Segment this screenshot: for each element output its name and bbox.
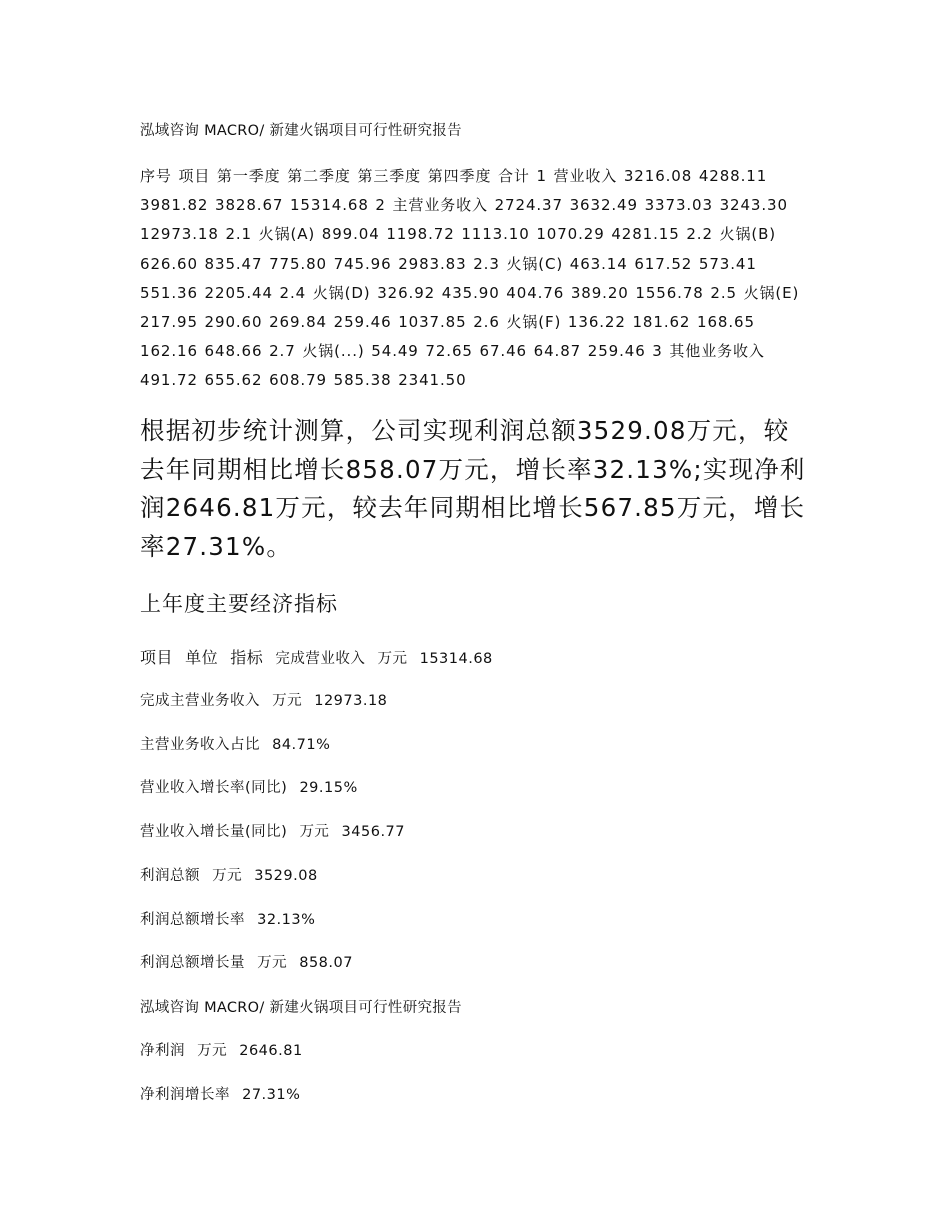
indicator-unit: 万元 [197, 1043, 228, 1059]
indicator-row [140, 689, 394, 710]
indicator-header-row [140, 645, 500, 668]
indicator-row [140, 776, 365, 797]
indicator-value: 12973.18 [314, 693, 388, 709]
indicator-row [140, 733, 337, 754]
indicator-value: 32.13% [257, 912, 316, 928]
indicator-value: 2646.81 [239, 1043, 303, 1059]
indicator-value: 15314.68 [419, 651, 493, 667]
indicator-item: 完成主营业务收入 [140, 693, 260, 709]
section-heading-key-indicators: 上年度主要经济指标 [140, 592, 338, 616]
indicator-row [140, 864, 325, 885]
indicator-unit: 万元 [299, 824, 330, 840]
running-header-repeat: 泓域咨询 MACRO/ 新建火锅项目可行性研究报告 [140, 1000, 462, 1016]
indicator-value: 29.15% [299, 780, 358, 796]
indicator-unit: 万元 [212, 868, 243, 884]
indicator-item: 净利润 [140, 1043, 185, 1059]
indicator-value: 3456.77 [341, 824, 406, 840]
indicator-item: 利润总额 [140, 868, 200, 884]
running-header-top: 泓域咨询 MACRO/ 新建火锅项目可行性研究报告 [140, 123, 462, 139]
indicator-item: 营业收入增长率(同比) [140, 780, 288, 796]
indicator-item: 净利润增长率 [140, 1087, 230, 1103]
column-header-indicator: 指标 [230, 648, 264, 667]
indicator-item: 主营业务收入占比 [140, 737, 260, 753]
summary-paragraph: 根据初步统计测算，公司实现利润总额3529.08万元，较去年同期相比增长858.07万元，增长率32.13%;实现净利润2646.81万元，较去年同期相比增长567.85万元，增长率27.31%。 [140, 416, 806, 561]
indicator-value: 27.31% [242, 1087, 301, 1103]
indicator-value: 3529.08 [254, 868, 318, 884]
indicator-unit: 万元 [272, 693, 303, 709]
indicator-item: 利润总额增长率 [140, 912, 245, 928]
column-header-item: 项目 [140, 648, 174, 667]
indicator-row [140, 820, 412, 841]
indicator-row [140, 951, 360, 972]
revenue-table-flattened-text: 序号 项目 第一季度 第二季度 第三季度 第四季度 合计 1 营业收入 3216.08 4288.11 3981.82 3828.67 15314.68 2 主营业务收入 2724.37 3632.49 3373.03 3243.30 12973.18 2.1 火锅(A) 899.04 1198.72 1113.10 1070.29 4281.15 2.2 火锅(B) 626.60 835.47 775.80 745.96 2983.83 2.3 火锅(C) 463.14 617.52 573.41 551.36 2205.44 2.4 火锅(D) 326.92 435.90 404.76 389.20 1556.78 2.5 火锅(E) 217.95 290.60 269.84 259.46 1037.85 2.6 火锅(F) 136.22 181.62 168.65 162.16 648.66 2.7 火锅(...) 54.49 72.65 67.46 64.87 259.46 3 其他业务收入 491.72 655.62 608.79 585.38 2341.50 [140, 167, 800, 390]
column-header-unit: 单位 [185, 648, 219, 667]
indicator-item: 完成营业收入 [275, 651, 366, 667]
indicator-row [140, 1039, 310, 1060]
indicator-item: 利润总额增长量 [140, 955, 245, 971]
indicator-row [140, 1083, 307, 1104]
indicator-unit: 万元 [377, 651, 408, 667]
indicator-unit: 万元 [257, 955, 288, 971]
indicator-value: 84.71% [272, 737, 331, 753]
indicator-value: 858.07 [299, 955, 353, 971]
indicator-row [140, 908, 322, 929]
indicator-item: 营业收入增长量(同比) [140, 824, 288, 840]
